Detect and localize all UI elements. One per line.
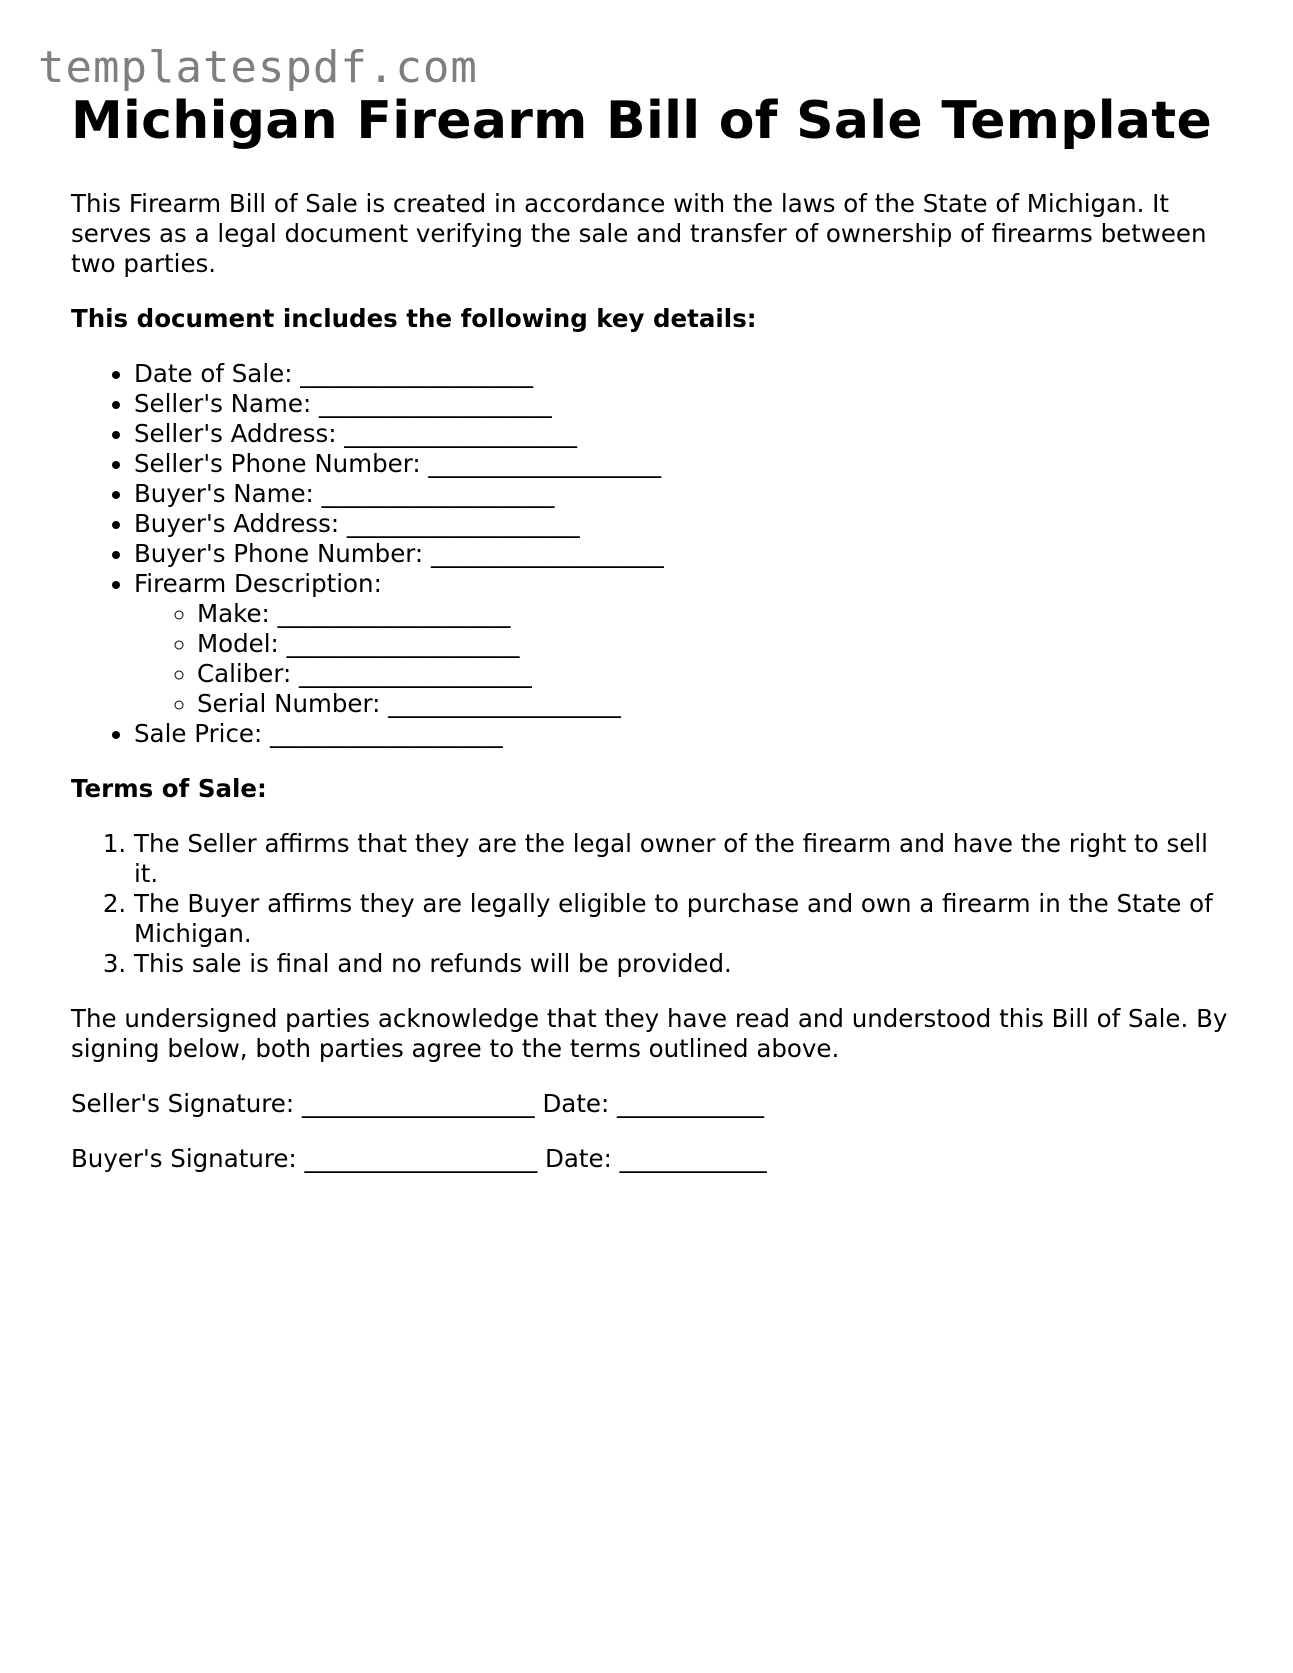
document-page <box>71 86 1231 1199</box>
firearm-description-list <box>134 599 1231 719</box>
model-field: ◦ Model: ___________________ <box>197 629 1231 659</box>
watermark: templatespdf.com <box>38 42 478 93</box>
caliber-field: ◦ Caliber: ___________________ <box>197 659 1231 689</box>
sale-price-field: • Sale Price: ___________________ <box>134 719 1231 749</box>
seller-signature-line: Seller's Signature: ___________________ Date: ____________ <box>71 1089 765 1118</box>
terms-list <box>71 829 1231 979</box>
make-field: ◦ Make: ___________________ <box>197 599 1231 629</box>
firearm-description-item <box>134 569 1231 719</box>
seller-phone-field: • Seller's Phone Number: ___________________ <box>134 449 1231 479</box>
terms-item: 1. The Seller affirms that they are the legal owner of the firearm and have the right to sell it. <box>134 829 1231 889</box>
serial-number-field: ◦ Serial Number: ___________________ <box>197 689 1231 719</box>
acknowledgment-paragraph: The undersigned parties acknowledge that they have read and understood this Bill of Sale. By signing below, both parties agree to the terms outlined above. <box>71 1004 1228 1063</box>
document-title: Michigan Firearm Bill of Sale Template <box>71 91 1213 151</box>
terms-heading: Terms of Sale: <box>71 774 267 803</box>
buyer-signature-line: Buyer's Signature: ___________________ Date: ____________ <box>71 1144 767 1173</box>
intro-paragraph: This Firearm Bill of Sale is created in accordance with the laws of the State of Michigan. It serves as a legal document verifying the sale and transfer of ownership of firearms between two parties. <box>71 189 1207 278</box>
buyer-name-field: • Buyer's Name: ___________________ <box>134 479 1231 509</box>
terms-item: 2. The Buyer affirms they are legally eligible to purchase and own a firearm in the State of Michigan. <box>134 889 1231 949</box>
seller-name-field: • Seller's Name: ___________________ <box>134 389 1231 419</box>
details-list <box>71 359 1231 749</box>
date-of-sale-field: • Date of Sale: ___________________ <box>134 359 1231 389</box>
terms-item: 3. This sale is final and no refunds will be provided. <box>134 949 1231 979</box>
buyer-phone-field: • Buyer's Phone Number: ___________________ <box>134 539 1231 569</box>
seller-address-field: • Seller's Address: ___________________ <box>134 419 1231 449</box>
buyer-address-field: • Buyer's Address: ___________________ <box>134 509 1231 539</box>
firearm-description-label: Firearm Description: <box>134 569 382 598</box>
details-heading: This document includes the following key details: <box>71 304 757 333</box>
